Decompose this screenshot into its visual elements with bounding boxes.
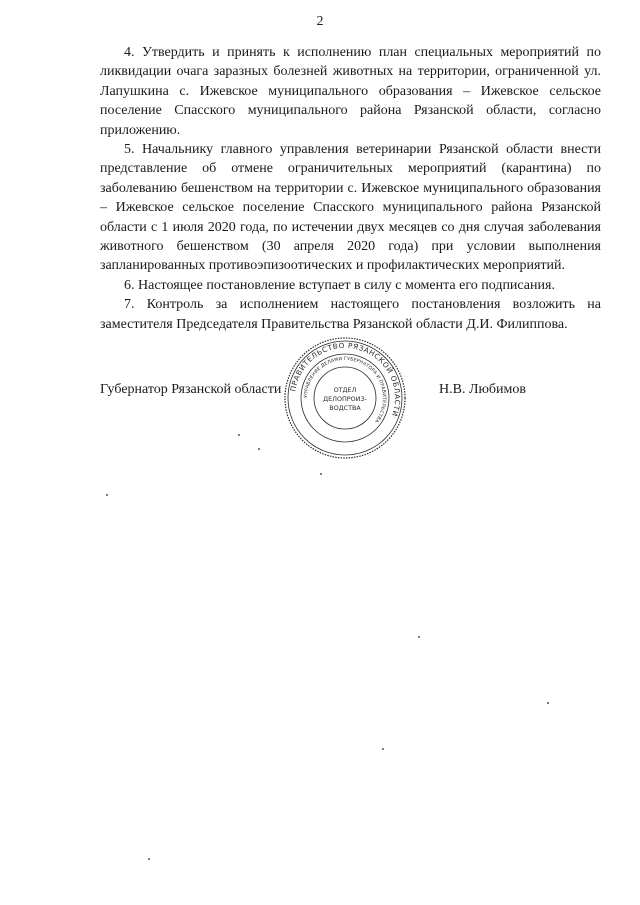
signatory-name: Н.В. Любимов xyxy=(439,382,526,397)
scan-speck xyxy=(547,702,549,704)
scan-speck xyxy=(382,748,384,750)
document-body xyxy=(100,43,601,334)
scan-speck xyxy=(106,494,108,496)
scan-speck xyxy=(258,448,260,450)
scan-speck xyxy=(320,473,322,475)
paragraph-6: 6. Настоящее постановление вступает в силу с момента его подписания. xyxy=(124,277,555,293)
scan-speck xyxy=(148,858,150,860)
official-seal-stamp xyxy=(283,336,407,460)
seal-center-line-3: ВОДСТВА xyxy=(329,404,361,412)
seal-graphic xyxy=(283,336,407,460)
page-number: 2 xyxy=(316,14,324,29)
signatory-position: Губернатор Рязанской области xyxy=(100,382,282,397)
seal-middle-text: УПРАВЛЕНИЕ ДЕЛАМИ ГУБЕРНАТОРА И ПРАВИТЕЛЬСТВА xyxy=(303,356,387,424)
paragraph-7: 7. Контроль за исполнением настоящего постановления возложить на заместителя Председателя Правительства Рязанской области Д.И. Филиппова. xyxy=(100,297,601,332)
seal-outer-text: ПРАВИТЕЛЬСТВО РЯЗАНСКОЙ ОБЛАСТИ xyxy=(288,340,403,418)
seal-center-line-1: ОТДЕЛ xyxy=(333,386,357,394)
seal-center-line-2: ДЕЛОПРОИЗ- xyxy=(323,395,367,403)
paragraph-4: 4. Утвердить и принять к исполнению план специальных мероприятий по ликвидации очага заразных болезней животных на территории, ограниченной ул. Лапушкина с. Ижевское муниципального образования – Ижевское сельское поселение Спасского муниципального района Рязанской области, согласно приложению. xyxy=(100,45,601,138)
scan-speck xyxy=(418,636,420,638)
paragraph-5: 5. Начальнику главного управления ветеринарии Рязанской области внести представление об отмене ограничительных мероприятий (карантина) по заболеванию бешенством на территории с. Ижевское муниципального образования – Ижевское сельское поселение Спасского муниципального района Рязанской области с 1 июля 2020 года, по истечении двух месяцев со дня случая заболевания животного бешенством (30 апреля 2020 года) при условии выполнения запланированных противоэпизоотических и профилактических мероприятий. xyxy=(100,142,601,274)
scan-speck xyxy=(238,434,240,436)
